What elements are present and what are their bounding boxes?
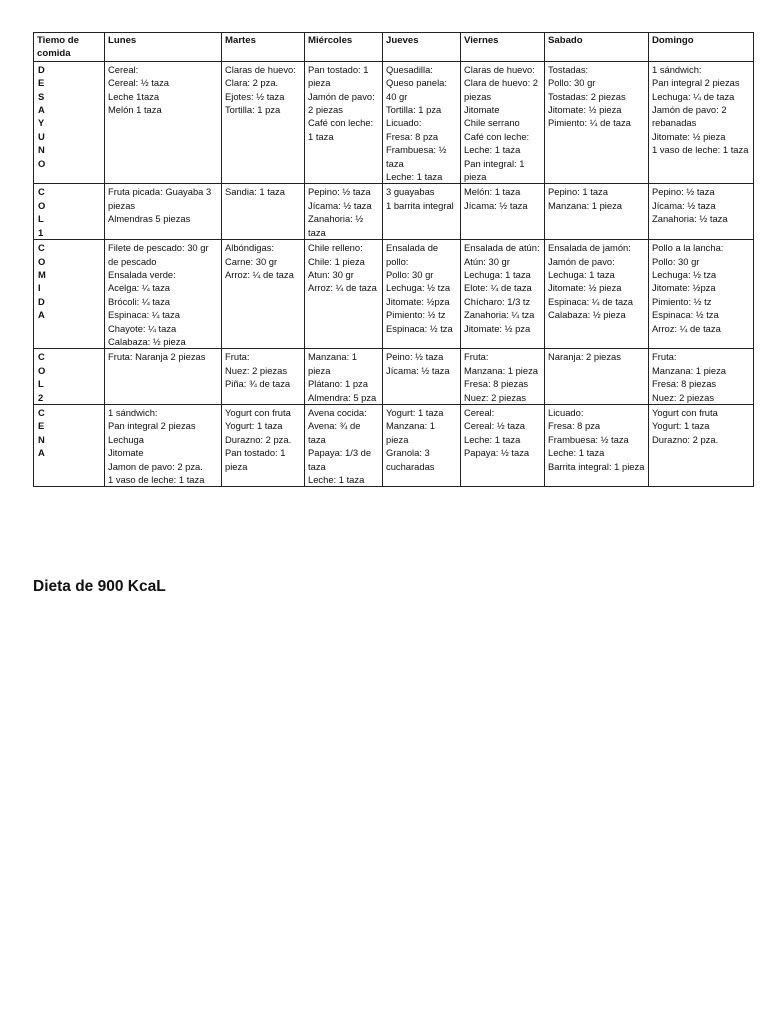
meal-label-text: C O L 2 [38,351,46,403]
cell-line: Acelga: ¼ taza [108,282,171,294]
cell-line: Calabaza: ½ pieza [548,309,626,321]
cell-line: Pollo: 30 gr [548,77,596,89]
table-row [34,61,754,184]
cell-line: Naranja: 2 piezas [548,351,621,363]
cell-line: Ensalada de pollo: [386,242,439,267]
cell-line: Jitomate: ½pza [652,282,716,294]
table-cell [649,404,754,486]
table-cell [461,404,545,486]
header-day: Jueves [383,33,461,62]
meal-label [34,349,105,405]
table-row [34,349,754,405]
cell-line: Manzana: 1 pieza [308,351,357,376]
cell-line: Jamon de pavo: 2 pza. [108,460,203,472]
cell-line: Fresa: 8 piezas [652,378,717,390]
cell-line: Jitomate [464,104,500,116]
table-cell [383,404,461,486]
cell-line: Chayote: ¼ taza [108,322,177,334]
cell-line: Cereal: ½ taza [464,420,525,432]
cell-line: Durazno: 2 pza. [652,433,719,445]
cell-line: Fruta picada: Guayaba 3 piezas [108,186,212,211]
cell-line: Jícama: ½ taza [386,364,450,376]
cell-line: Melón 1 taza [108,104,162,116]
cell-line: Claras de huevo: [225,63,296,75]
cell-line: Jitomate: ½ pza [464,322,531,334]
cell-line: Pan tostado: 1 pieza [308,63,369,89]
cell-line: Papaya: ½ taza [464,447,530,459]
cell-line: Clara de huevo: 2 piezas [464,77,539,102]
table-cell [383,61,461,184]
cell-line: Fresa: 8 piezas [464,378,529,390]
cell-line: Ensalada de jamón: [548,242,631,254]
cell-line: Pollo a la lancha: [652,242,724,254]
cell-line: Peino: ½ taza [386,351,444,363]
table-cell [305,404,383,486]
header-day: Viernes [461,33,545,62]
cell-line: Arroz: ¼ de taza [308,282,377,294]
cell-line: Jamón de pavo: 2 piezas [308,90,375,116]
cell-line: Melón: 1 taza [464,186,521,198]
cell-line: Papaya: 1/3 de taza [308,447,372,472]
cell-line: Lechuga: ½ tza [652,268,717,280]
cell-line: 1 sándwich: [652,63,702,75]
cell-line: Tortilla: 1 pza [225,104,281,116]
cell-line: Ensalada verde: [108,268,176,280]
cell-line: Chícharo: 1/3 tz [464,295,531,307]
header-day: Lunes [105,33,222,62]
cell-line: Pimiento: ½ tz [652,295,712,307]
cell-line: Yogurt con fruta [652,406,718,418]
cell-line: Espinaca: ½ tza [652,309,719,321]
cell-line: Leche: 1 taza [548,447,605,459]
cell-line: Yogurt con fruta [225,406,291,418]
cell-line: Queso panela: 40 gr [386,77,447,102]
table-cell [649,349,754,405]
cell-line: Pollo: 30 gr [386,268,434,280]
cell-line: Cereal: [108,63,139,75]
table-cell [545,240,649,349]
table-cell [222,61,305,184]
cell-line: Fresa: 8 pza [548,420,601,432]
table-header-row [34,33,754,62]
cell-line: Lechuga: ¼ de taza [652,90,735,102]
cell-line: Albóndigas: [225,242,274,254]
table-cell [105,61,222,184]
cell-line: Pepino: ½ taza [308,186,371,198]
table-cell [305,240,383,349]
cell-line: Carne: 30 gr [225,255,278,267]
meal-label-text: D E S A Y U N O [38,63,46,169]
meal-label-text: C E N A [38,406,45,459]
cell-line: Elote: ¼ de taza [464,282,532,294]
cell-line: Café con leche: [464,130,530,142]
table-cell [545,61,649,184]
cell-line: Lechuga [108,433,144,445]
cell-line: Brócoli: ¼ taza [108,295,171,307]
table-cell [383,184,461,240]
cell-line: Piña: ¾ de taza [225,378,291,390]
table-cell [545,404,649,486]
meal-label [34,240,105,349]
cell-line: Leche: 1 taza [464,433,521,445]
meal-label [34,61,105,184]
cell-line: Yogurt: 1 taza [225,420,283,432]
header-meal-time: Tiemo de comida [34,33,105,62]
cell-line: Pan integral: 1 pieza [464,157,525,183]
cell-line: Café con leche: 1 taza [308,117,374,142]
table-cell [649,184,754,240]
table-cell [222,404,305,486]
cell-line: Ensalada de atún: [464,242,540,254]
cell-line: Pollo: 30 gr [652,255,700,267]
cell-line: Fruta: [464,351,489,363]
cell-line: Jamón de pavo: [548,255,615,267]
cell-line: Chile serrano [464,117,520,129]
meal-plan-table [33,32,754,487]
header-day: Sabado [545,33,649,62]
meal-label-text: C O M I D A [38,242,46,321]
cell-line: Atún: 30 gr [464,255,510,267]
table-cell [461,61,545,184]
cell-line: Arroz: ¼ de taza [652,322,721,334]
cell-line: Pimiento: ¼ de taza [548,117,631,129]
cell-line: Zanahoria: ½ taza [652,213,728,225]
cell-line: Nuez: 2 piezas [652,391,715,403]
cell-line: Atun: 30 gr [308,268,354,280]
cell-line: Pan integral 2 piezas [652,77,740,89]
cell-line: Quesadilla: [386,63,433,75]
cell-line: Ejotes: ½ taza [225,90,285,102]
cell-line: Claras de huevo: [464,63,535,75]
cell-line: Jícama: ½ taza [308,199,372,211]
cell-line: Leche: 1 taza [386,171,443,183]
cell-line: Pan tostado: 1 pieza [225,447,286,472]
meal-label-text: C O L 1 [38,186,46,238]
table-cell [545,184,649,240]
cell-line: Tostadas: [548,63,589,75]
table-cell [222,240,305,349]
cell-line: Lechuga: 1 taza [464,268,531,280]
cell-line: Clara: 2 pza. [225,77,279,89]
cell-line: Lechuga: 1 taza [548,268,615,280]
cell-line: Fruta: [225,351,250,363]
table-cell [461,240,545,349]
cell-line: Jitomate: ½ pieza [548,104,622,116]
table-row [34,404,754,486]
meal-label [34,404,105,486]
cell-line: Espinaca: ¼ de taza [548,295,633,307]
table-body [34,61,754,487]
cell-line: Nuez: 2 piezas [464,391,527,403]
cell-line: Jitomate: ½pza [386,295,450,307]
cell-line: Lechuga: ½ tza [386,282,451,294]
cell-line: Fruta: Naranja 2 piezas [108,351,206,363]
cell-line: Calabaza: ½ pieza [108,335,186,347]
cell-line: Barrita integral: 1 pieza [548,460,645,472]
table-cell [545,349,649,405]
cell-line: Plátano: 1 pza [308,378,368,390]
cell-line: Leche: 1 taza [308,474,365,485]
cell-line: 1 barrita integral [386,199,454,211]
cell-line: Avena: ¾ de taza [308,420,361,445]
table-cell [461,184,545,240]
meal-label [34,184,105,240]
table-cell [105,349,222,405]
cell-line: Manzana: 1 pieza [386,420,435,445]
cell-line: Leche: 1 taza [464,144,521,156]
cell-line: Manzana: 1 pieza [652,364,727,376]
cell-line: Almendra: 5 pza [308,391,377,403]
cell-line: Zanahoria: ¼ tza [464,309,535,321]
cell-line: Pepino: 1 taza [548,186,608,198]
header-day: Miércoles [305,33,383,62]
table-cell [383,240,461,349]
cell-line: Jitomate [108,447,144,459]
table-cell [649,240,754,349]
cell-line: Avena cocida: [308,406,367,418]
table-row [34,184,754,240]
cell-line: Zanahoria: ½ taza [308,213,364,238]
cell-line: Tortilla: 1 pza [386,104,442,116]
cell-line: Manzana: 1 pieza [548,199,623,211]
cell-line: Durazno: 2 pza. [225,433,292,445]
cell-line: Fruta: [652,351,677,363]
cell-line: Almendras 5 piezas [108,213,191,225]
cell-line: Yogurt: 1 taza [386,406,444,418]
table-cell [105,184,222,240]
cell-line: Pepino: ½ taza [652,186,715,198]
table-cell [222,349,305,405]
table-cell [105,404,222,486]
table-cell [461,349,545,405]
cell-line: Espinaca: ½ tza [386,322,453,334]
cell-line: Yogurt: 1 taza [652,420,710,432]
page-title: Dieta de 900 KcaL [33,578,166,595]
cell-line: Licuado: [386,117,422,129]
cell-line: Jitomate: ½ pieza [548,282,622,294]
cell-line: Frambuesa: ½ taza [386,144,447,169]
cell-line: Frambuesa: ½ taza [548,433,629,445]
table-cell [222,184,305,240]
cell-line: Filete de pescado: 30 gr de pescado [108,242,209,267]
table-cell [105,240,222,349]
cell-line: Jamón de pavo: 2 rebanadas [652,104,727,129]
table-cell [383,349,461,405]
table-cell [649,61,754,184]
cell-line: 1 vaso de leche: 1 taza [652,144,749,156]
cell-line: Leche 1taza [108,90,160,102]
cell-line: Pan integral 2 piezas [108,420,196,432]
table-cell [305,184,383,240]
cell-line: Manzana: 1 pieza [464,364,539,376]
cell-line: Fresa: 8 pza [386,130,439,142]
cell-line: Jitomate: ½ pieza [652,130,726,142]
cell-line: Jícama: ½ taza [464,199,528,211]
cell-line: Nuez: 2 piezas [225,364,288,376]
cell-line: Pimiento: ½ tz [386,309,446,321]
cell-line: Jícama: ½ taza [652,199,716,211]
cell-line: Cereal: ½ taza [108,77,169,89]
cell-line: Chile relleno: [308,242,363,254]
header-day: Domingo [649,33,754,62]
cell-line: Tostadas: 2 piezas [548,90,626,102]
cell-line: 1 vaso de leche: 1 taza [108,474,205,485]
cell-line: Sandia: 1 taza [225,186,285,198]
cell-line: 1 sándwich: [108,406,158,418]
cell-line: 3 guayabas [386,186,435,198]
header-day: Martes [222,33,305,62]
table-row [34,240,754,349]
cell-line: Cereal: [464,406,495,418]
table-cell [305,61,383,184]
cell-line: Granola: 3 cucharadas [386,447,435,472]
cell-line: Espinaca: ¼ taza [108,309,180,321]
cell-line: Licuado: [548,406,584,418]
table-cell [305,349,383,405]
cell-line: Arroz: ¼ de taza [225,268,294,280]
cell-line: Chile: 1 pieza [308,255,365,267]
